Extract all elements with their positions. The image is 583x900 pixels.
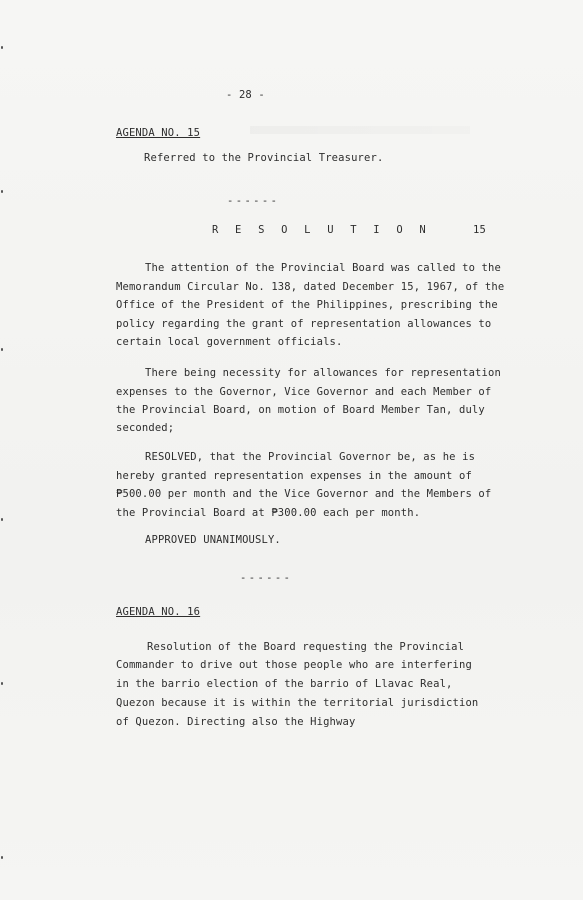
para1-line: certain local government officials.: [116, 336, 343, 348]
agenda-16-line: Commander to drive out those people who are interfering: [116, 659, 472, 671]
resolution-number: 15: [473, 224, 486, 236]
agenda-15-heading: AGENDA NO. 15: [116, 127, 201, 139]
para2-line: the Provincial Board, on motion of Board Member Tan, duly: [116, 404, 485, 416]
para2-line: expenses to the Governor, Vice Governor and each Member of: [116, 386, 492, 398]
edge-mark: [1, 348, 3, 351]
para3-line: ₱500.00 per month and the Vice Governor and the Members of: [116, 488, 492, 500]
separator-1: ------: [227, 195, 280, 207]
para3-line: hereby granted representation expenses in the amount of: [116, 470, 472, 482]
separator-2: ------: [240, 572, 293, 584]
agenda-16-line: Resolution of the Board requesting the Provincial: [147, 641, 465, 653]
edge-mark: [1, 518, 3, 521]
para2-line: seconded;: [116, 422, 175, 434]
para1-line: Memorandum Circular No. 138, dated December 15, 1967, of the: [116, 281, 505, 293]
bleed-through: [250, 126, 470, 134]
approval-text: APPROVED UNANIMOUSLY.: [145, 534, 281, 546]
edge-mark: [1, 46, 3, 49]
edge-mark: [1, 856, 3, 859]
para1-line: policy regarding the grant of representation allowances to: [116, 318, 492, 330]
page-number: - 28 -: [226, 89, 265, 101]
edge-mark: [1, 682, 3, 685]
para3-line: RESOLVED, that the Provincial Governor be, as he is: [145, 451, 476, 463]
agenda-16-line: Quezon because it is within the territorial jurisdiction: [116, 697, 479, 709]
agenda-15-referral: Referred to the Provincial Treasurer.: [144, 152, 384, 164]
para2-line: There being necessity for allowances for representation: [145, 367, 501, 379]
agenda-16-line: of Quezon. Directing also the Highway: [116, 716, 356, 728]
edge-mark: [1, 190, 3, 193]
agenda-16-line: in the barrio election of the barrio of Llavac Real,: [116, 678, 453, 690]
agenda-16-heading: AGENDA NO. 16: [116, 606, 201, 618]
resolution-title: R E S O L U T I O N: [212, 224, 431, 236]
para1-line: The attention of the Provincial Board was called to the: [145, 262, 501, 274]
para3-line: the Provincial Board at ₱300.00 each per month.: [116, 507, 421, 519]
para1-line: Office of the President of the Philippines, prescribing the: [116, 299, 498, 311]
